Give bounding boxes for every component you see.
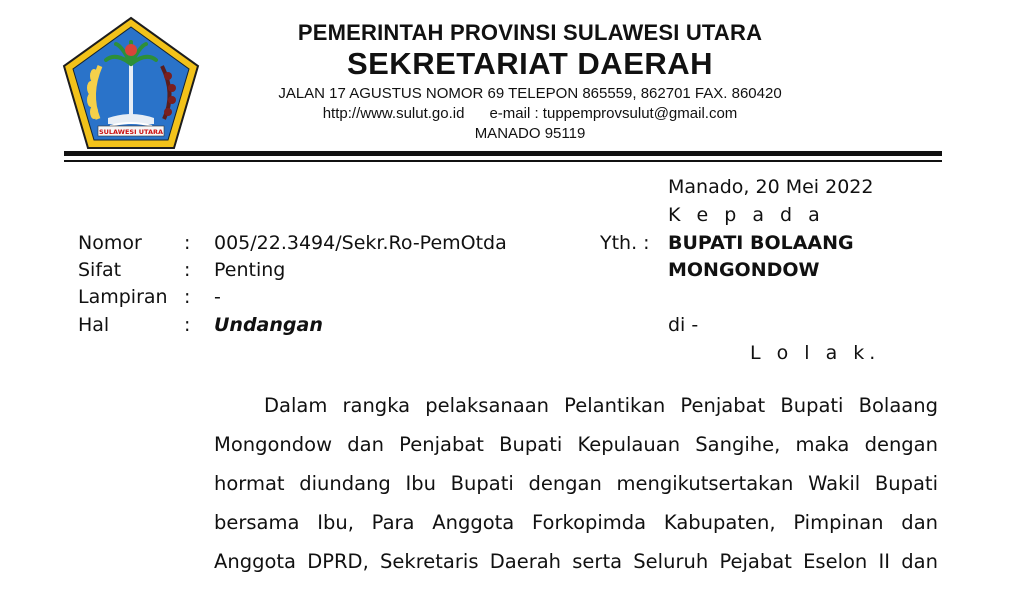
field-label-lampiran: Lampiran	[78, 286, 168, 308]
field-colon: :	[184, 259, 191, 281]
body-line: Mongondow dan Penjabat Bupati Kepulauan Sangihe, maka dengan	[214, 433, 938, 456]
letter-date: Manado, 20 Mei 2022	[668, 176, 874, 198]
office-address: JALAN 17 AGUSTUS NOMOR 69 TELEPON 865559, 862701 FAX. 860420	[278, 85, 782, 102]
header-rule-thin	[64, 160, 942, 162]
government-name: PEMERINTAH PROVINSI SULAWESI UTARA	[297, 20, 763, 45]
recipient-name-line1: BUPATI BOLAANG	[668, 232, 854, 254]
field-label-hal: Hal	[78, 314, 110, 336]
office-name: SEKRETARIAT DAERAH	[346, 46, 714, 81]
field-label-nomor: Nomor	[78, 232, 142, 254]
body-line: hormat diundang Ibu Bupati dengan mengikutsertakan Wakil Bupati	[214, 472, 938, 495]
provincial-emblem-logo	[58, 14, 204, 154]
field-colon: :	[184, 314, 191, 336]
body-line: Dalam rangka pelaksanaan Pelantikan Penjabat Bupati Bolaang	[264, 394, 938, 417]
body-line: Anggota DPRD, Sekretaris Daerah serta Seluruh Pejabat Eselon II dan	[214, 550, 938, 573]
kepada-label: K e p a d a	[668, 204, 825, 226]
field-colon: :	[184, 286, 191, 308]
svg-text:SULAWESI UTARA: SULAWESI UTARA	[98, 128, 164, 136]
recipient-place: L o l a k.	[750, 342, 881, 364]
yth-label: Yth. :	[600, 232, 650, 254]
website-email: http://www.sulut.go.id e-mail : tuppemprovsulut@gmail.com	[322, 105, 738, 122]
body-paragraph	[214, 386, 938, 581]
field-value-nomor: 005/22.3494/Sekr.Ro-PemOtda	[214, 232, 507, 254]
field-label-sifat: Sifat	[78, 259, 122, 281]
field-value-lampiran: -	[214, 286, 221, 308]
body-line: bersama Ibu, Para Anggota Forkopimda Kabupaten, Pimpinan dan	[214, 511, 938, 534]
city-postal: MANADO 95119	[474, 125, 586, 142]
field-value-sifat: Penting	[214, 259, 286, 281]
header-rule-thick	[64, 151, 942, 156]
di-label: di -	[668, 314, 699, 336]
field-value-hal: Undangan	[214, 314, 323, 336]
field-colon: :	[184, 232, 191, 254]
recipient-name-line2: MONGONDOW	[668, 259, 820, 281]
